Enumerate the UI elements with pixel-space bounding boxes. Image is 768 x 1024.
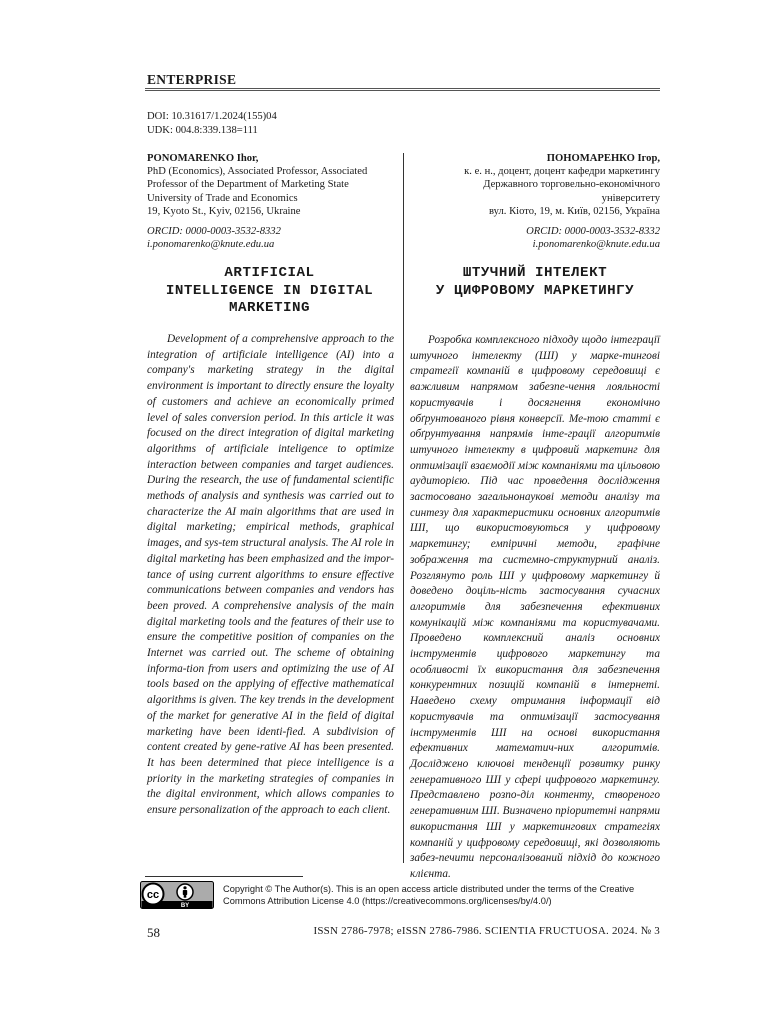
header-rule (145, 88, 660, 91)
author-address-ua: вул. Кіото, 19, м. Київ, 02156, Україна (489, 205, 660, 217)
column-divider (403, 153, 404, 863)
contact-block-en (147, 225, 392, 251)
title-line: MARKETING (228, 300, 311, 316)
article-title-ua (410, 265, 660, 300)
abstract-en: Development of a comprehensive approach to the integration of artificiale intelligence (AI) into a company's marketing strategy in the digital environment is important to directly ensure the loyalty of customers and achieve an economically primed level of sales conversion period. In this article it was focused on the direct integration of digital marketing algorithms of artificiale inteligence to optimize interaction between companies and target audiences. During the research, the use of fundamental scientific methods of analysis and synthesis was carried out to characterize the AI main algorithms that are used in digital marketing; empirical methods, graphical images, and sys-tem structural analysis. The AI role in digital marketing has been emphasized and the impor-tance of using current algorithms to ensure effective communications between companies and vendors has been proved. A comprehensive analysis of the main digital marketing tools and the features of their use to ensure the competitive position of companies on the Internet was carried out. The scheme of obtaining informa-tion from users and optimizing the use of AI tools based on the applying of effective mathematical algorithms is given. The key trends in the development of the market for generative AI in the field of digital marketing have been identi-fied. A subdivision of content created by gene-rative AI has been presented. It has been determined that piece intelligence is a priority in the marketing strategies of companies in the digital environment, which allows companies to ensure personalization of the approach to each client. (147, 333, 394, 817)
author-affiliation-line: PhD (Economics), Associated Professor, Associated (147, 166, 368, 178)
author-address-en: 19, Kyoto St., Kyiv, 02156, Ukraine (147, 205, 301, 217)
email-ua[interactable]: i.ponomarenko@knute.edu.ua (532, 239, 660, 251)
cc-by-logo (140, 881, 214, 909)
section-heading: ENTERPRISE (147, 72, 237, 87)
journal-footer: ISSN 2786-7978; eISSN 2786-7986. SCIENTIA FRUCTUOSA. 2024. № 3 (313, 925, 660, 937)
title-line: ШТУЧНИЙ ІНТЕЛЕКТ (462, 265, 608, 281)
footnote-rule (145, 876, 303, 877)
author-block-en (147, 152, 392, 218)
title-line: У ЦИФРОВОМУ МАРКЕТИНГУ (435, 282, 635, 299)
udk-value: 004.8:339.138=111 (175, 125, 258, 136)
author-affiliation-line: к. е. н., доцент, доцент кафедри маркетингу (464, 166, 660, 178)
author-affiliation-line: університету (601, 192, 660, 204)
udk-label: UDK: (147, 125, 173, 136)
article-identifiers (147, 110, 277, 138)
author-block-ua (410, 152, 660, 218)
contact-block-ua (410, 225, 660, 251)
page-number: 58 (147, 925, 160, 940)
abstract-ua: Розробка комплексного підходу щодо інтеграції штучного інтелекту (ШІ) у марке-тингові стратегії компаній в цифровому середовищі є важливим напрямом забезпе-чення лояльності користувачів і досягнення економічно обґрунтованого рівня конверсії. Ме-тою статті є обґрунтування напрямів інте-грації алгоритмів штучного інтелекту в цифровий маркетинг для оптимізації взаємодії між компаніями та цільовою аудиторією. Під час проведення дослідження застосовано загальнонаукові методи аналізу та синтезу для характеристики основних алгоритмів ШІ, що використовуються у цифровому маркетингу; емпіричні методи, графічне зображення та системно-структурний аналіз. Розглянуто роль ШІ у цифровому маркетингу й доведено доціль-ність застосування сучасних алгоритмів для забезпечення ефективних комунікацій між компаніями та користувачами. Проведено комплексний аналіз основних інструментів цифрового маркетингу та особливості їх використання для забезпечення конкурентних позицій компаній в інтернеті. Наведено схему отримання інформації від користувачів та оптимізації застосування інструментів ШІ на основі використання ефективних математич-них алгоритмів. Досліджено ключові тенденції розвитку ринку генеративного ШІ у сфері цифрового маркетингу. Представлено розпо-діл контенту, створеного генеративним ШІ. Визначено пріоритетні напрями використання ШІ у маркетингових стратегіях компаній у цифровому середовищі, які дозволяють забез-печити персоналізований підхід до кожного клієнта. (410, 334, 660, 880)
doi-label: DOI: (147, 111, 169, 122)
udk-line (147, 124, 277, 138)
author-name-en: PONOMARENKO Ihor, (147, 153, 259, 164)
title-line: ARTIFICIAL (224, 265, 315, 281)
by-letters: BY (180, 903, 190, 909)
author-affiliation-line: Professor of the Department of Marketing State (147, 179, 349, 191)
author-affiliation-line: Державного торговельно-економічного (483, 179, 660, 191)
author-affiliation-line: University of Trade and Economics (147, 192, 298, 204)
doi-line (147, 110, 277, 124)
orcid-ua[interactable]: ORCID: 0000-0003-3532-8332 (526, 226, 660, 237)
cc-by-badge[interactable] (140, 881, 214, 909)
article-title-en (147, 265, 392, 318)
license-text: Copyright © The Author(s). This is an open access article distributed under the terms of the Creative Commons Attribution License 4.0 (https://creativecommons.org/licenses/by/4.0/) (223, 884, 635, 906)
orcid-en[interactable]: ORCID: 0000-0003-3532-8332 (147, 226, 281, 237)
email-en[interactable]: i.ponomarenko@knute.edu.ua (147, 239, 275, 251)
doi-value[interactable]: 10.31617/1.2024(155)04 (171, 111, 277, 122)
cc-letters: cc (146, 889, 160, 901)
title-line: INTELLIGENCE IN DIGITAL (165, 282, 374, 299)
author-name-ua: ПОНОМАРЕНКО Ігор, (546, 153, 660, 164)
